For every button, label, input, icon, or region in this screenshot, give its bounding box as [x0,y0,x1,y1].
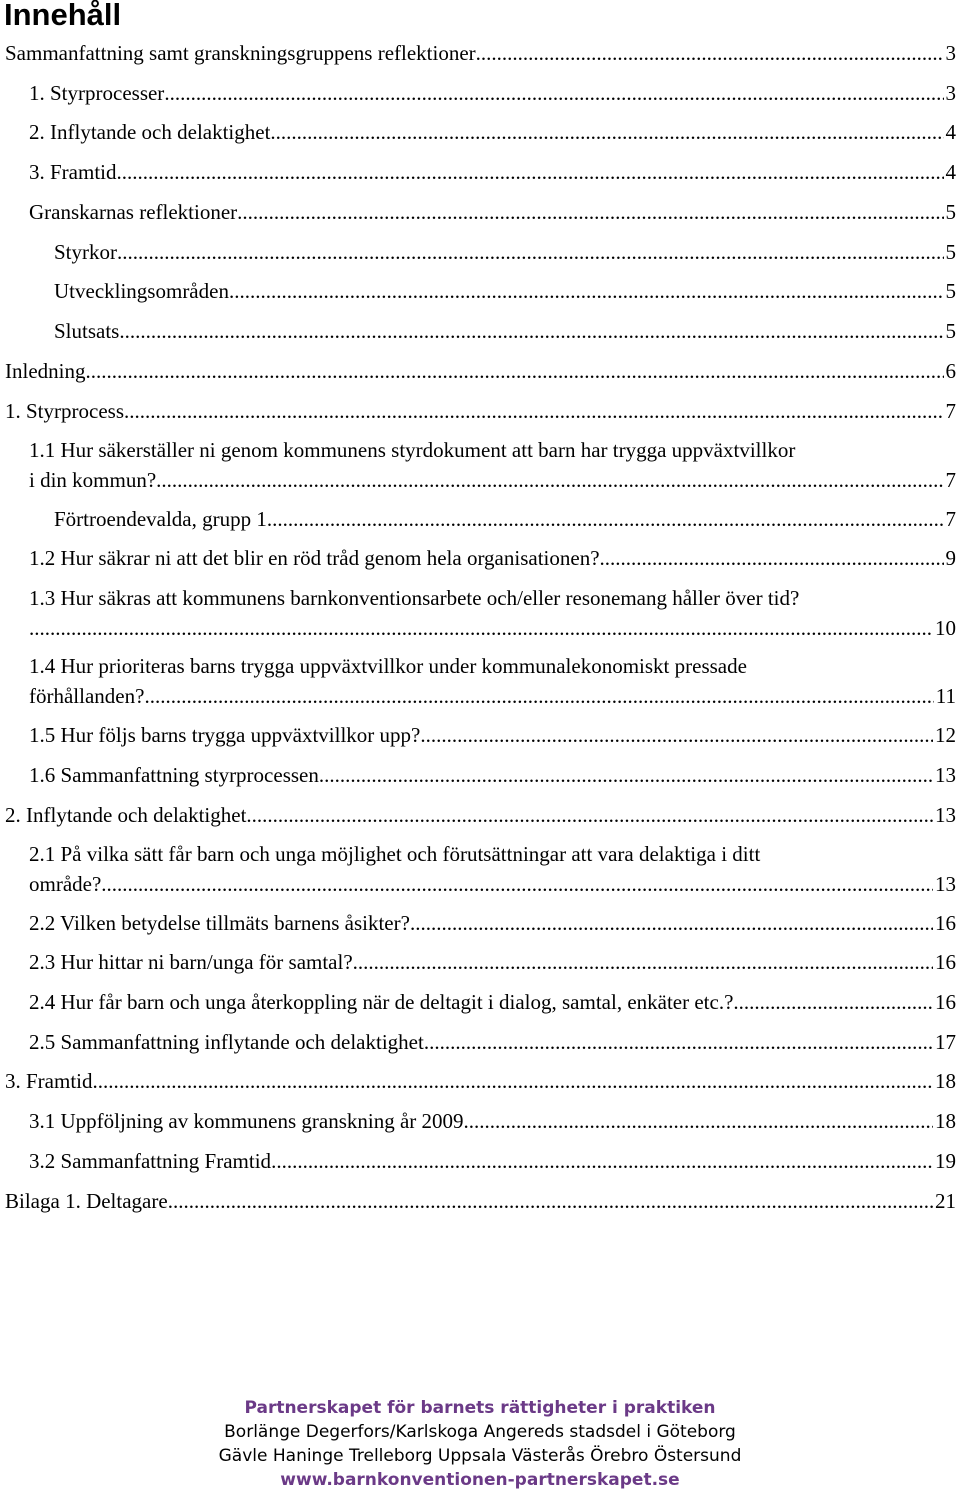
dot-leader [237,198,943,226]
toc-entry-label: Styrkor [54,240,117,264]
toc-entry-page: 5 [945,319,956,343]
toc-entry[interactable] [54,505,956,533]
dot-leader [424,1028,933,1056]
toc-entry-page: 3 [945,41,956,65]
toc-entry-label: Granskarnas reflektioner [29,200,238,224]
toc-entry[interactable] [29,721,956,749]
dot-leader [271,1147,933,1175]
toc-entry[interactable] [29,761,956,789]
toc-entry-label: förhållanden? [29,684,145,708]
toc-entry-page: 3 [945,81,956,105]
toc-entry-page: 4 [945,120,956,144]
toc-entry-label: 1.6 Sammanfattning styrprocessen [29,763,319,787]
toc-entry[interactable] [29,652,956,710]
toc-entry-label: 3.1 Uppföljning av kommunens granskning år 2009 [29,1109,464,1133]
toc-entry-label: Bilaga 1. Deltagare [5,1189,168,1213]
toc-entry[interactable] [54,317,956,345]
toc-entry[interactable] [29,988,956,1016]
toc-entry[interactable] [29,436,956,494]
toc-entry[interactable] [5,801,956,829]
toc-entry-label: Utvecklingsområden [54,279,229,303]
toc-heading: Innehåll [4,0,122,32]
toc-entry-page: 13 [935,763,956,787]
footer-website-link[interactable]: www.barnkonventionen-partnerskapet.se [280,1470,680,1490]
toc-entry-page: 9 [945,546,956,570]
toc-entry-page: 7 [945,399,956,423]
toc-entry-page: 16 [935,950,956,974]
toc-entry-label: 1.2 Hur säkrar ni att det blir en röd tråd genom hela organisationen? [29,546,600,570]
toc-entry-label: 1. Styrprocesser [29,81,165,105]
toc-entry[interactable] [5,1067,956,1095]
toc-entry-page: 7 [945,507,956,531]
toc-entry-page: 5 [945,279,956,303]
toc-entry[interactable] [29,909,956,937]
toc-entry[interactable] [29,1028,956,1056]
toc-entry-page: 13 [935,803,956,827]
dot-leader [410,909,933,937]
toc-entry-page: 13 [935,872,956,896]
toc-entry-label: Slutsats [54,319,120,343]
toc-entry[interactable] [29,840,956,898]
dot-leader [29,614,933,642]
toc-entry-page: 5 [945,240,956,264]
toc-entry-page: 11 [935,684,956,708]
dot-leader [117,238,944,266]
dot-leader [93,1067,934,1095]
toc-entry-page: 10 [935,616,956,640]
toc-entry-page: 5 [945,200,956,224]
dot-leader [476,39,944,67]
toc-entry-label: Inledning [5,359,86,383]
toc-entry-label: Sammanfattning samt granskningsgruppens reflektioner [5,41,476,65]
dot-leader [353,948,933,976]
toc-entry-page: 6 [945,359,956,383]
toc-entry[interactable] [29,948,956,976]
toc-entry-page: 18 [935,1069,956,1093]
toc-entry[interactable] [5,39,956,67]
dot-leader [420,721,933,749]
toc-entry-label-line1: 1.3 Hur säkras att kommunens barnkonventionsarbete och/eller resonemang håller över tid? [29,586,800,610]
footer-municipalities-line2: Gävle Haninge Trelleborg Uppsala Västerås Örebro Östersund [218,1446,742,1466]
toc-entry-page: 7 [945,468,956,492]
toc-entry[interactable] [5,397,956,425]
toc-entry-label: 3. Framtid [5,1069,93,1093]
dot-leader [124,397,944,425]
toc-entry[interactable] [29,584,956,642]
toc-entry-label-line1: 1.4 Hur prioriteras barns trygga uppväxtvillkor under kommunalekonomiskt pressade [29,654,747,678]
dot-leader [229,277,944,305]
dot-leader [144,682,933,710]
toc-entry-page: 16 [935,990,956,1014]
dot-leader [117,158,944,186]
toc-entry-page: 16 [935,911,956,935]
footer-brand: Partnerskapet för barnets rättigheter i praktiken [244,1398,716,1418]
dot-leader [168,1187,933,1215]
toc-entry[interactable] [5,1187,956,1215]
toc-entry-label: område? [29,872,102,896]
dot-leader [464,1107,933,1135]
toc-entry-page: 21 [935,1189,956,1213]
toc-entry-label: 2.4 Hur får barn och unga återkoppling när de deltagit i dialog, samtal, enkäter etc.? [29,990,734,1014]
toc-entry-label: 2.5 Sammanfattning inflytande och delaktighet [29,1030,424,1054]
toc-entry-label: 2. Inflytande och delaktighet [5,803,247,827]
toc-entry[interactable] [54,277,956,305]
dot-leader [119,317,943,345]
toc-entry[interactable] [29,198,956,226]
toc-entry-page: 19 [935,1149,956,1173]
dot-leader [600,544,944,572]
dot-leader [156,466,943,494]
toc-entry-label: 3. Framtid [29,160,117,184]
page-footer [0,1396,960,1492]
toc-entry-label: Förtroendevalda, grupp 1 [54,507,267,531]
toc-entry[interactable] [5,357,956,385]
toc-entry-page: 12 [935,723,956,747]
toc-entry-label: 2. Inflytande och delaktighet [29,120,271,144]
toc-entry-label: i din kommun? [29,468,157,492]
dot-leader [267,505,944,533]
dot-leader [101,870,933,898]
toc-entry-label: 2.2 Vilken betydelse tillmäts barnens åsikter? [29,911,410,935]
toc-entry[interactable] [29,1107,956,1135]
toc-entry[interactable] [54,238,956,266]
toc-entry-label: 1. Styrprocess [5,399,124,423]
dot-leader [164,79,943,107]
dot-leader [733,988,933,1016]
toc-entry[interactable] [29,118,956,146]
toc-entry-page: 4 [945,160,956,184]
dot-leader [319,761,933,789]
toc-entry-label: 1.5 Hur följs barns trygga uppväxtvillkor upp? [29,723,421,747]
toc-entry[interactable] [29,158,956,186]
toc-entry[interactable] [29,79,956,107]
footer-municipalities-line1: Borlänge Degerfors/Karlskoga Angereds stadsdel i Göteborg [224,1422,736,1442]
toc-entry-page: 18 [935,1109,956,1133]
dot-leader [85,357,943,385]
dot-leader [246,801,933,829]
toc-entry[interactable] [29,1147,956,1175]
toc-entry[interactable] [29,544,956,572]
toc-entry-page: 17 [935,1030,956,1054]
dot-leader [270,118,943,146]
toc-entry-label-line1: 2.1 På vilka sätt får barn och unga möjlighet och förutsättningar att vara delaktiga i ditt [29,842,761,866]
toc-entry-label: 2.3 Hur hittar ni barn/unga för samtal? [29,950,353,974]
toc-entry-label: 3.2 Sammanfattning Framtid [29,1149,272,1173]
toc-entry-label-line1: 1.1 Hur säkerställer ni genom kommunens styrdokument att barn har trygga uppväxtvillkor [29,438,796,462]
